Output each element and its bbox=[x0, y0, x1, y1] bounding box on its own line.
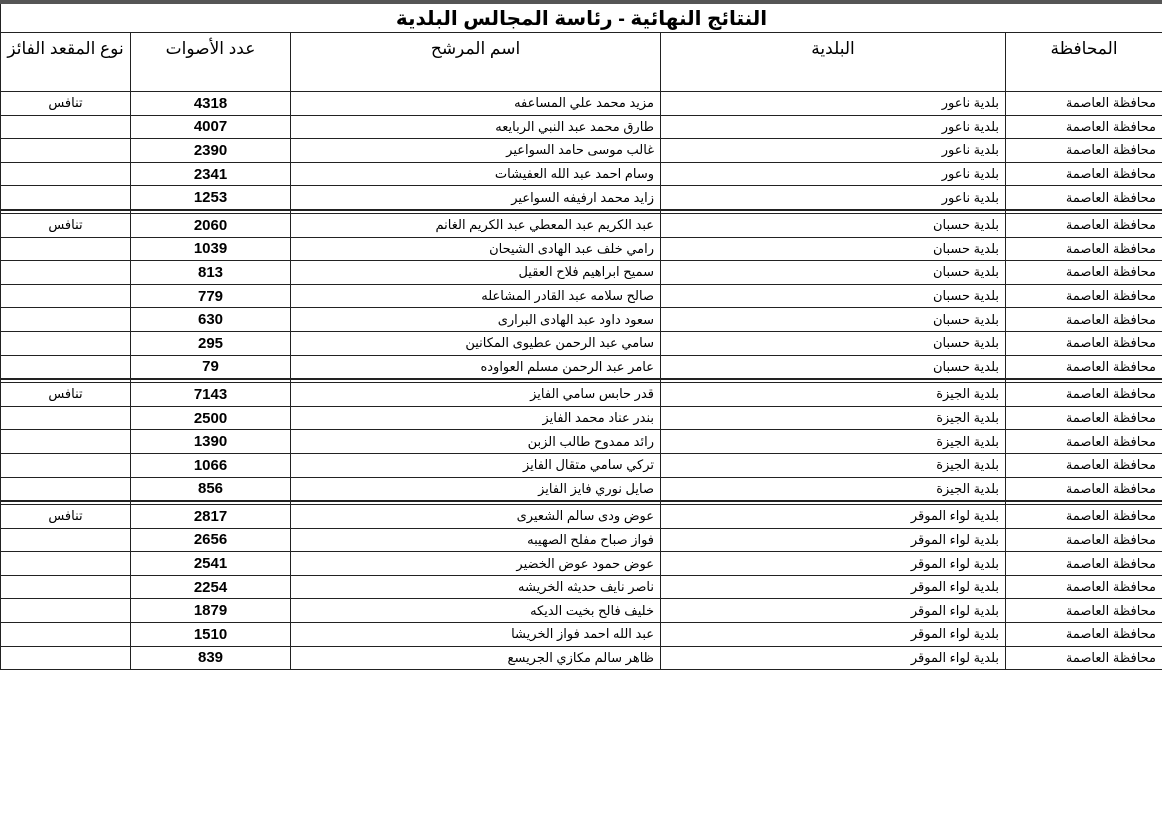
governorate-cell: محافظة العاصمة bbox=[1006, 331, 1162, 355]
votes-cell: 2341 bbox=[131, 162, 291, 186]
votes-cell: 2541 bbox=[131, 552, 291, 576]
votes-cell: 2500 bbox=[131, 406, 291, 430]
votes-cell: 630 bbox=[131, 308, 291, 332]
header-governorate: المحافظة bbox=[1006, 33, 1162, 92]
seat-type-cell bbox=[1, 453, 131, 477]
municipality-cell: بلدية الجيزة bbox=[661, 406, 1006, 430]
votes-cell: 7143 bbox=[131, 383, 291, 407]
municipality-cell: بلدية ناعور bbox=[661, 92, 1006, 116]
table-row bbox=[1, 261, 1162, 285]
table-row bbox=[1, 284, 1162, 308]
votes-cell: 2817 bbox=[131, 505, 291, 529]
municipality-cell: بلدية حسبان bbox=[661, 308, 1006, 332]
governorate-cell: محافظة العاصمة bbox=[1006, 477, 1162, 501]
seat-type-cell bbox=[1, 477, 131, 501]
table-row bbox=[1, 430, 1162, 454]
governorate-cell: محافظة العاصمة bbox=[1006, 162, 1162, 186]
votes-cell: 4007 bbox=[131, 115, 291, 139]
candidate-cell: زايد محمد ارفيفه السواعير bbox=[291, 186, 661, 210]
governorate-cell: محافظة العاصمة bbox=[1006, 575, 1162, 599]
votes-cell: 856 bbox=[131, 477, 291, 501]
municipality-cell: بلدية الجيزة bbox=[661, 453, 1006, 477]
table-title: النتائج النهائية - رئاسة المجالس البلدية bbox=[1, 4, 1162, 33]
candidate-cell: طارق محمد عبد النبي الربايعه bbox=[291, 115, 661, 139]
seat-type-cell: تنافس bbox=[1, 92, 131, 116]
municipality-cell: بلدية الجيزة bbox=[661, 477, 1006, 501]
candidate-cell: عبد الله احمد فواز الخريشا bbox=[291, 623, 661, 647]
municipality-cell: بلدية لواء الموقر bbox=[661, 575, 1006, 599]
table-row bbox=[1, 213, 1162, 237]
seat-type-cell bbox=[1, 237, 131, 261]
candidate-cell: عبد الكريم عبد المعطي عبد الكريم الغانم bbox=[291, 213, 661, 237]
seat-type-cell: تنافس bbox=[1, 383, 131, 407]
governorate-cell: محافظة العاصمة bbox=[1006, 92, 1162, 116]
table-row bbox=[1, 646, 1162, 670]
candidate-cell: رامي خلف عبد الهادى الشيحان bbox=[291, 237, 661, 261]
municipality-cell: بلدية لواء الموقر bbox=[661, 623, 1006, 647]
table-row bbox=[1, 92, 1162, 116]
seat-type-cell bbox=[1, 162, 131, 186]
seat-type-cell bbox=[1, 528, 131, 552]
seat-type-cell bbox=[1, 430, 131, 454]
candidate-cell: خليف فالح بخيت الديكه bbox=[291, 599, 661, 623]
candidate-cell: قدر حابس سامي الفايز bbox=[291, 383, 661, 407]
table-row bbox=[1, 308, 1162, 332]
governorate-cell: محافظة العاصمة bbox=[1006, 284, 1162, 308]
header-municipality: البلدية bbox=[661, 33, 1006, 92]
candidate-cell: عوض ودى سالم الشعيرى bbox=[291, 505, 661, 529]
governorate-cell: محافظة العاصمة bbox=[1006, 646, 1162, 670]
votes-cell: 2060 bbox=[131, 213, 291, 237]
votes-cell: 79 bbox=[131, 355, 291, 379]
table-row bbox=[1, 528, 1162, 552]
candidate-cell: مزيد محمد علي المساعفه bbox=[291, 92, 661, 116]
seat-type-cell bbox=[1, 284, 131, 308]
votes-cell: 1253 bbox=[131, 186, 291, 210]
governorate-cell: محافظة العاصمة bbox=[1006, 528, 1162, 552]
candidate-cell: فواز صباح مفلح الصهيبه bbox=[291, 528, 661, 552]
municipality-cell: بلدية لواء الموقر bbox=[661, 646, 1006, 670]
municipality-cell: بلدية ناعور bbox=[661, 139, 1006, 163]
municipality-cell: بلدية حسبان bbox=[661, 237, 1006, 261]
table-row bbox=[1, 552, 1162, 576]
votes-cell: 2656 bbox=[131, 528, 291, 552]
table-row bbox=[1, 383, 1162, 407]
seat-type-cell bbox=[1, 261, 131, 285]
seat-type-cell bbox=[1, 186, 131, 210]
table-row bbox=[1, 186, 1162, 210]
governorate-cell: محافظة العاصمة bbox=[1006, 623, 1162, 647]
table-row bbox=[1, 237, 1162, 261]
table-row bbox=[1, 477, 1162, 501]
seat-type-cell: تنافس bbox=[1, 213, 131, 237]
candidate-cell: غالب موسى حامد السواعير bbox=[291, 139, 661, 163]
seat-type-cell bbox=[1, 139, 131, 163]
municipality-cell: بلدية لواء الموقر bbox=[661, 505, 1006, 529]
governorate-cell: محافظة العاصمة bbox=[1006, 261, 1162, 285]
seat-type-cell bbox=[1, 406, 131, 430]
municipality-cell: بلدية حسبان bbox=[661, 331, 1006, 355]
candidate-cell: ناصر نايف حديثه الخريشه bbox=[291, 575, 661, 599]
seat-type-cell bbox=[1, 308, 131, 332]
governorate-cell: محافظة العاصمة bbox=[1006, 355, 1162, 379]
votes-cell: 2254 bbox=[131, 575, 291, 599]
governorate-cell: محافظة العاصمة bbox=[1006, 406, 1162, 430]
governorate-cell: محافظة العاصمة bbox=[1006, 552, 1162, 576]
votes-cell: 839 bbox=[131, 646, 291, 670]
candidate-cell: عامر عبد الرحمن مسلم العواوده bbox=[291, 355, 661, 379]
table-row bbox=[1, 599, 1162, 623]
table-row bbox=[1, 505, 1162, 529]
municipality-cell: بلدية حسبان bbox=[661, 284, 1006, 308]
governorate-cell: محافظة العاصمة bbox=[1006, 115, 1162, 139]
candidate-cell: ظاهر سالم مكازي الجريسع bbox=[291, 646, 661, 670]
municipality-cell: بلدية ناعور bbox=[661, 115, 1006, 139]
candidate-cell: تركي سامي متقال الفايز bbox=[291, 453, 661, 477]
governorate-cell: محافظة العاصمة bbox=[1006, 383, 1162, 407]
governorate-cell: محافظة العاصمة bbox=[1006, 308, 1162, 332]
governorate-cell: محافظة العاصمة bbox=[1006, 186, 1162, 210]
candidate-cell: صايل نوري فايز الفايز bbox=[291, 477, 661, 501]
governorate-cell: محافظة العاصمة bbox=[1006, 139, 1162, 163]
votes-cell: 779 bbox=[131, 284, 291, 308]
votes-cell: 813 bbox=[131, 261, 291, 285]
table-row bbox=[1, 162, 1162, 186]
table-row bbox=[1, 406, 1162, 430]
governorate-cell: محافظة العاصمة bbox=[1006, 213, 1162, 237]
seat-type-cell bbox=[1, 646, 131, 670]
governorate-cell: محافظة العاصمة bbox=[1006, 599, 1162, 623]
votes-cell: 4318 bbox=[131, 92, 291, 116]
candidate-cell: سميح ابراهيم فلاح العقيل bbox=[291, 261, 661, 285]
seat-type-cell bbox=[1, 575, 131, 599]
table-row bbox=[1, 453, 1162, 477]
municipality-cell: بلدية حسبان bbox=[661, 261, 1006, 285]
governorate-cell: محافظة العاصمة bbox=[1006, 453, 1162, 477]
governorate-cell: محافظة العاصمة bbox=[1006, 237, 1162, 261]
votes-cell: 1390 bbox=[131, 430, 291, 454]
candidate-cell: وسام احمد عبد الله العفيشات bbox=[291, 162, 661, 186]
seat-type-cell bbox=[1, 599, 131, 623]
votes-cell: 1879 bbox=[131, 599, 291, 623]
table-row bbox=[1, 331, 1162, 355]
votes-cell: 1510 bbox=[131, 623, 291, 647]
candidate-cell: عوض حمود عوض الخضير bbox=[291, 552, 661, 576]
votes-cell: 1039 bbox=[131, 237, 291, 261]
municipality-cell: بلدية الجيزة bbox=[661, 430, 1006, 454]
municipality-cell: بلدية الجيزة bbox=[661, 383, 1006, 407]
header-votes: عدد الأصوات bbox=[131, 33, 291, 92]
governorate-cell: محافظة العاصمة bbox=[1006, 430, 1162, 454]
header-seat-type: نوع المقعد الفائز bbox=[1, 33, 131, 92]
results-table bbox=[0, 4, 1162, 670]
candidate-cell: بندر عناد محمد الفايز bbox=[291, 406, 661, 430]
municipality-cell: بلدية لواء الموقر bbox=[661, 599, 1006, 623]
municipality-cell: بلدية حسبان bbox=[661, 355, 1006, 379]
municipality-cell: بلدية لواء الموقر bbox=[661, 528, 1006, 552]
seat-type-cell bbox=[1, 355, 131, 379]
municipality-cell: بلدية ناعور bbox=[661, 162, 1006, 186]
municipality-cell: بلدية ناعور bbox=[661, 186, 1006, 210]
municipality-cell: بلدية حسبان bbox=[661, 213, 1006, 237]
seat-type-cell bbox=[1, 115, 131, 139]
candidate-cell: رائد ممدوح طالب الزبن bbox=[291, 430, 661, 454]
table-row bbox=[1, 355, 1162, 379]
table-row bbox=[1, 575, 1162, 599]
table-row bbox=[1, 115, 1162, 139]
candidate-cell: صالح سلامه عبد القادر المشاعله bbox=[291, 284, 661, 308]
municipality-cell: بلدية لواء الموقر bbox=[661, 552, 1006, 576]
governorate-cell: محافظة العاصمة bbox=[1006, 505, 1162, 529]
seat-type-cell bbox=[1, 331, 131, 355]
candidate-cell: سامي عبد الرحمن عطيوى المكانين bbox=[291, 331, 661, 355]
table-row bbox=[1, 623, 1162, 647]
seat-type-cell bbox=[1, 623, 131, 647]
votes-cell: 2390 bbox=[131, 139, 291, 163]
candidate-cell: سعود داود عبد الهادى البرارى bbox=[291, 308, 661, 332]
votes-cell: 295 bbox=[131, 331, 291, 355]
table-row bbox=[1, 139, 1162, 163]
seat-type-cell: تنافس bbox=[1, 505, 131, 529]
seat-type-cell bbox=[1, 552, 131, 576]
votes-cell: 1066 bbox=[131, 453, 291, 477]
header-candidate: اسم المرشح bbox=[291, 33, 661, 92]
